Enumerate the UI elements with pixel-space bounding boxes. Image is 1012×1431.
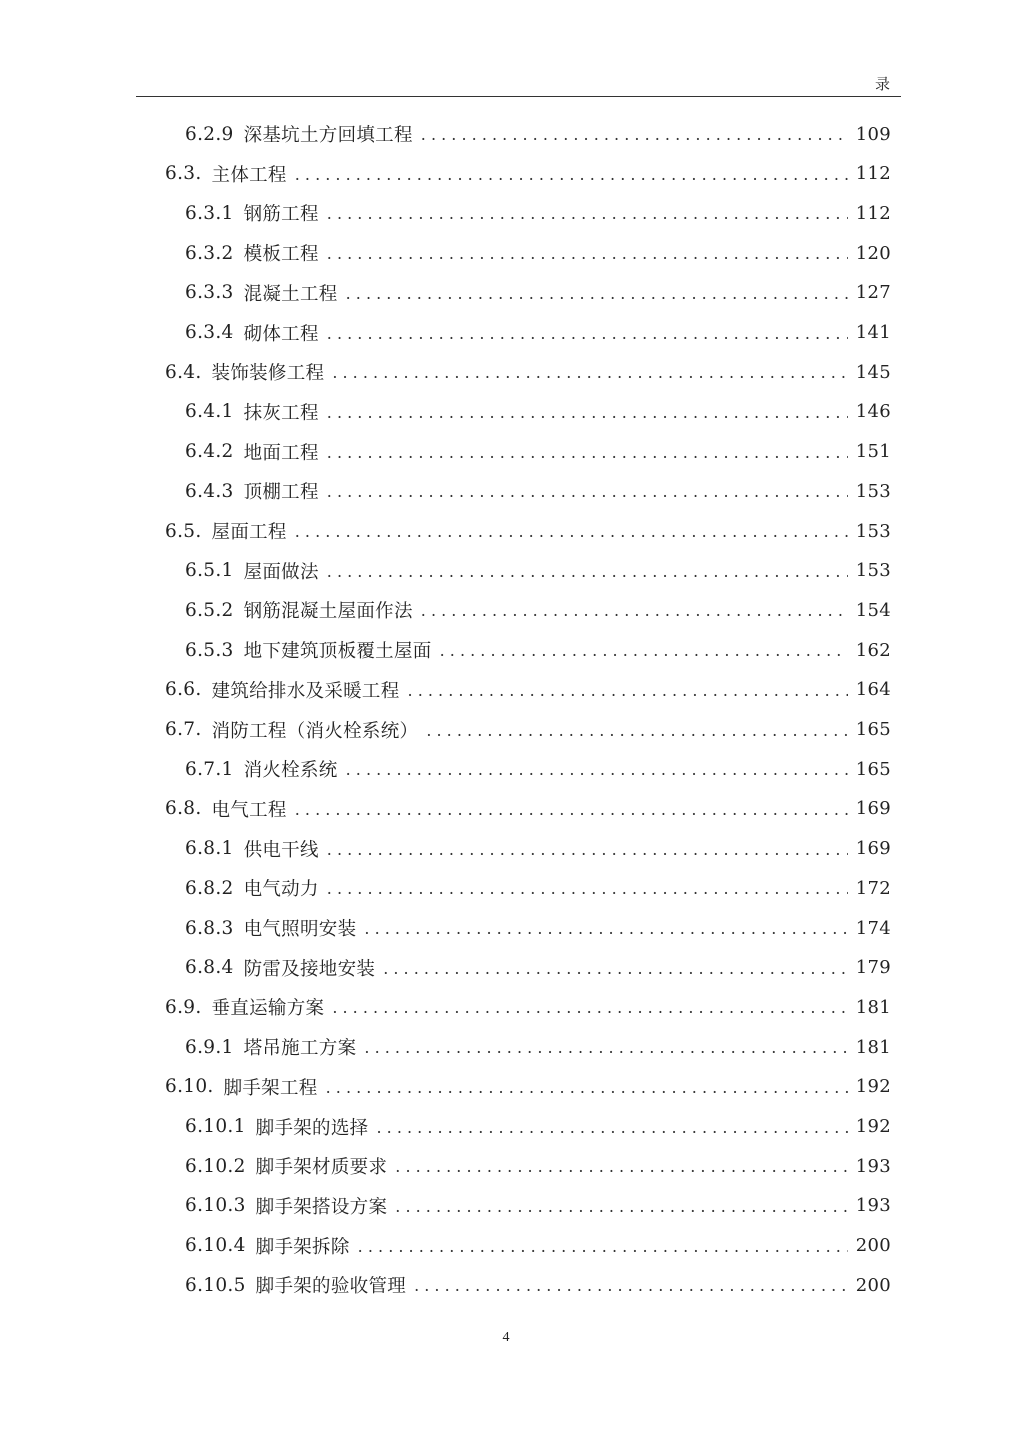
toc-entry-page: 153 [855,480,891,502]
toc-dot-leader [327,204,848,224]
toc-dot-leader [426,721,847,741]
toc-entry-number: 6.9.1 [185,1036,234,1058]
toc-entry-title: 地下建筑顶板覆土屋面 [243,641,432,663]
toc-dot-leader [383,959,848,979]
toc-entry-page: 127 [855,282,891,304]
toc-entry-title: 抹灰工程 [243,402,319,424]
toc-entry-page: 145 [855,361,891,383]
toc-entry-number: 6.7.1 [185,758,234,780]
toc-entry-page: 181 [855,996,891,1018]
toc-entry-page: 172 [855,877,891,899]
toc-entry-number: 6.5. [165,520,202,542]
toc-entry-number: 6.3.2 [185,242,234,264]
toc-entry-number: 6.7. [165,719,202,740]
running-header-title: 录 [874,75,890,93]
toc-entry-title: 钢筋混凝土屋面作法 [243,601,413,623]
toc-entry-title: 混凝土工程 [243,283,338,305]
toc-dot-leader [327,403,848,423]
toc-entry-title: 防雷及接地安装 [243,958,376,980]
toc-entry[interactable] [185,1186,891,1226]
toc-entry-number: 6.4.2 [185,441,234,463]
toc-entry-page: 112 [855,202,891,224]
toc-entry-title: 消火栓系统 [243,760,338,782]
toc-dot-leader [364,919,847,939]
toc-entry-number: 6.5.1 [185,560,234,582]
toc-entry-title: 供电干线 [243,839,319,861]
toc-entry-page: 112 [855,163,891,185]
toc-entry-number: 6.8.4 [185,957,234,979]
toc-entry-page: 153 [855,520,891,542]
toc-dot-leader [327,879,848,899]
toc-entry[interactable] [185,1226,891,1266]
toc-entry-page: 141 [855,322,891,343]
toc-entry-page: 200 [855,1235,891,1257]
toc-entry-title: 脚手架的验收管理 [255,1276,407,1298]
toc-entry[interactable] [165,710,891,750]
toc-entry[interactable] [165,154,891,194]
toc-entry-number: 6.8. [165,798,202,820]
toc-dot-leader [408,681,848,701]
toc-entry-page: 162 [855,639,891,661]
toc-entry[interactable] [185,114,891,154]
toc-dot-leader [326,1078,848,1098]
toc-dot-leader [440,641,848,661]
toc-entry[interactable] [165,1067,891,1107]
toc-entry-page: 193 [855,1155,891,1177]
toc-entry[interactable] [185,908,891,948]
toc-entry-title: 电气动力 [243,879,319,901]
toc-entry-page: 154 [855,599,891,621]
toc-dot-leader [421,601,848,621]
toc-entry-page: 192 [855,1076,891,1098]
toc-dot-leader [395,1157,847,1177]
toc-entry-title: 脚手架搭设方案 [255,1196,388,1218]
toc-dot-leader [327,840,848,860]
toc-dot-leader [295,800,848,820]
toc-entry[interactable] [185,868,891,908]
toc-entry[interactable] [185,1107,891,1147]
toc-entry-page: 153 [855,560,891,582]
toc-entry-page: 151 [855,441,891,463]
toc-entry-number: 6.10. [165,1076,214,1098]
toc-entry[interactable] [165,670,891,710]
toc-entry[interactable] [185,193,891,233]
toc-dot-leader [295,522,848,542]
toc-entry[interactable] [185,749,891,789]
toc-dot-leader [327,562,848,582]
toc-entry-title: 模板工程 [243,244,319,266]
toc-entry-title: 屋面工程 [211,522,287,543]
toc-entry-number: 6.10.5 [185,1274,246,1296]
toc-entry-title: 脚手架的选择 [255,1117,369,1139]
toc-dot-leader [327,324,848,344]
toc-entry[interactable] [185,233,891,273]
toc-entry[interactable] [165,511,891,551]
toc-entry-number: 6.3. [165,163,202,185]
toc-entry[interactable] [185,471,891,511]
toc-entry-number: 6.4. [165,361,202,383]
toc-entry-page: 192 [855,1116,891,1137]
toc-entry-title: 砌体工程 [243,323,319,345]
toc-entry-number: 6.5.3 [185,639,234,661]
toc-entry-page: 164 [855,679,891,701]
toc-entry-title: 垂直运输方案 [211,998,325,1020]
toc-entry[interactable] [165,352,891,392]
toc-dot-leader [376,1118,847,1138]
toc-dot-leader [364,1038,847,1058]
toc-dot-leader [395,1197,847,1217]
toc-entry-page: 169 [855,798,891,820]
toc-entry-number: 6.4.3 [185,480,234,502]
toc-dot-leader [421,125,848,145]
toc-entry-page: 200 [855,1274,891,1296]
toc-dot-leader [327,244,848,264]
toc-entry-number: 6.2.9 [185,123,234,145]
toc-entry[interactable] [185,1027,891,1067]
toc-entry[interactable] [185,432,891,472]
toc-entry-title: 装饰装修工程 [211,363,325,385]
toc-entry-number: 6.10.3 [185,1195,246,1217]
toc-dot-leader [346,760,848,780]
toc-dot-leader [414,1276,848,1296]
toc-entry-page: 174 [855,917,891,939]
toc-entry[interactable] [185,630,891,670]
toc-entry-page: 179 [855,957,891,979]
toc-entry-title: 顶棚工程 [243,482,319,504]
toc-entry-title: 塔吊施工方案 [243,1038,357,1060]
toc-entry-title: 脚手架工程 [223,1077,318,1099]
toc-entry-page: 146 [855,401,891,423]
toc-entry-title: 电气照明安装 [243,919,357,940]
toc-entry-page: 165 [855,758,891,780]
toc-entry[interactable] [185,829,891,869]
header-rule [136,96,901,97]
toc-entry-number: 6.8.1 [185,838,234,860]
toc-entry-number: 6.6. [165,679,202,701]
toc-entry[interactable] [185,551,891,591]
toc-entry[interactable] [165,987,891,1027]
toc-entry-number: 6.8.3 [185,917,234,939]
toc-entry[interactable] [185,948,891,988]
toc-entry[interactable] [185,392,891,432]
toc-entry[interactable] [185,590,891,630]
toc-dot-leader [346,284,848,304]
toc-dot-leader [332,998,847,1018]
toc-entry-number: 6.8.2 [185,877,234,899]
toc-entry-page: 120 [855,242,891,264]
toc-entry-title: 地面工程 [243,442,319,464]
toc-entry-number: 6.9. [165,996,202,1018]
toc-entry[interactable] [185,1146,891,1186]
toc-entry-title: 主体工程 [211,164,287,186]
toc-entry-title: 屋面做法 [243,561,319,583]
toc-entry-title: 深基坑土方回填工程 [243,125,413,146]
toc-dot-leader [295,165,848,185]
toc-entry-number: 6.3.1 [185,202,234,224]
toc-entry-title: 建筑给排水及采暖工程 [211,680,400,702]
toc-entry-page: 193 [855,1195,891,1217]
toc-entry-title: 脚手架材质要求 [255,1157,388,1179]
toc-dot-leader [327,443,848,463]
toc-entry-title: 脚手架拆除 [255,1236,350,1258]
toc-entry-number: 6.10.4 [185,1235,246,1257]
toc-entry[interactable] [165,789,891,829]
toc-dot-leader [332,363,847,383]
toc-dot-leader [358,1237,848,1257]
toc-dot-leader [327,482,848,502]
toc-entry-title: 电气工程 [211,799,287,821]
toc-entry-title: 钢筋工程 [243,204,319,226]
toc-entry-number: 6.3.3 [185,282,234,304]
toc-entry-title: 消防工程（消火栓系统） [211,720,419,742]
toc-entry-page: 169 [855,838,891,860]
page-number: 4 [502,1330,510,1345]
toc-entry-number: 6.10.1 [185,1116,246,1137]
toc-entry-number: 6.4.1 [185,401,234,423]
toc-entry[interactable] [185,1265,891,1305]
toc-entry[interactable] [185,313,891,353]
toc-entry-page: 181 [855,1036,891,1058]
toc-entry-number: 6.10.2 [185,1155,246,1177]
toc-entry-page: 165 [855,719,891,740]
toc-entry-number: 6.5.2 [185,599,234,621]
toc-entry[interactable] [185,273,891,313]
toc-entry-page: 109 [855,123,891,145]
toc-entry-number: 6.3.4 [185,322,234,343]
